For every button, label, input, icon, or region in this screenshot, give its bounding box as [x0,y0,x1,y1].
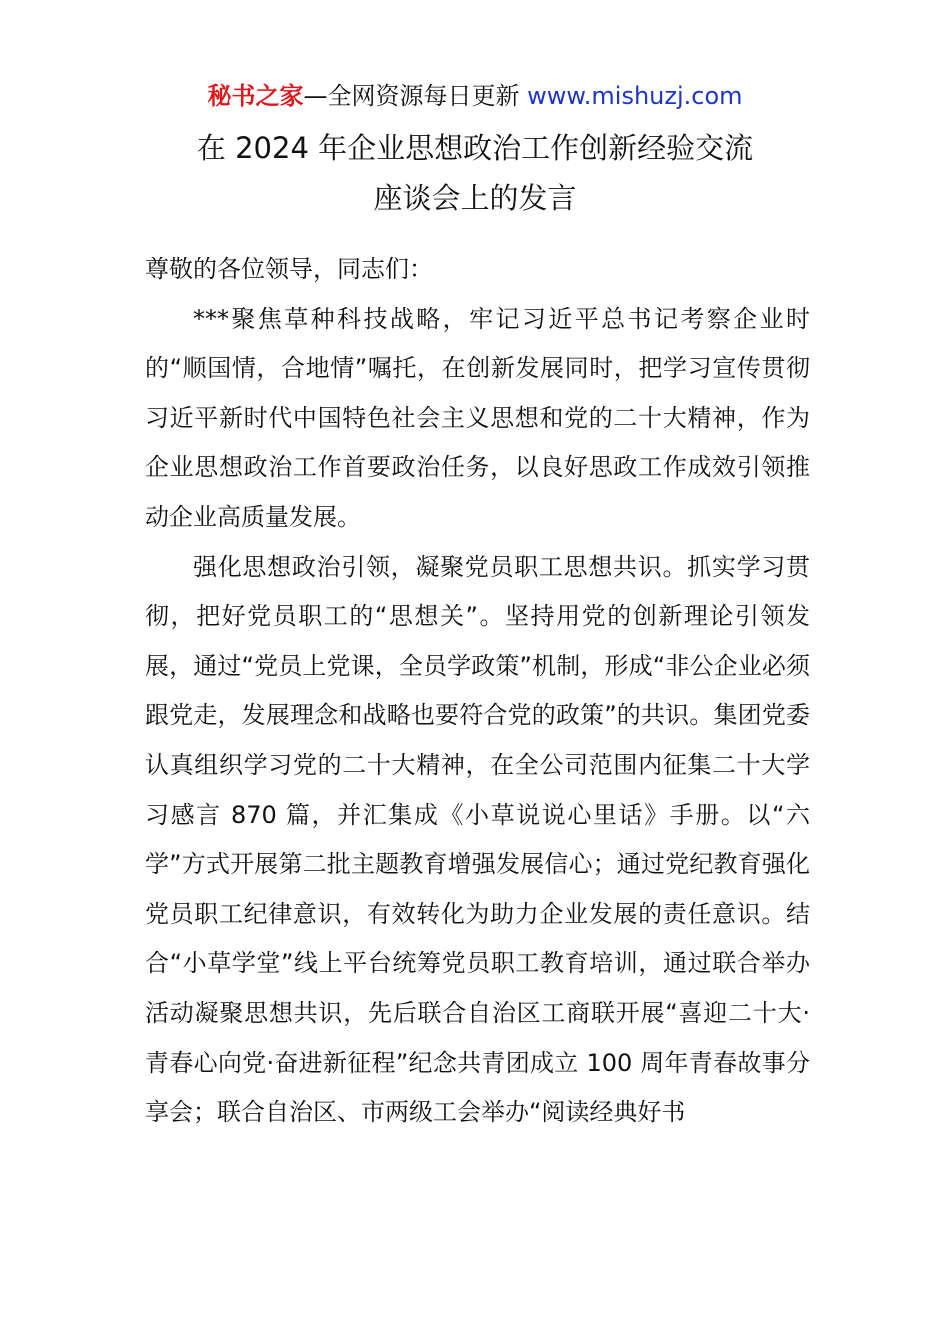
site-url: www.mishuzj.com [527,82,743,110]
site-header [0,80,950,112]
document-body [145,245,810,1138]
paragraph-ideology: 强化思想政治引领，凝聚党员职工思想共识。抓实学习贯彻，把好党员职工的“思想关”。坚持用党的创新理论引领发展，通过“党员上党课，全员学政策”机制，形成“非公企业必须跟党走，发展理念和战略也要符合党的政策”的共识。集团党委认真组织学习党的二十大精神，在全公司范围内征集二十大学习感言 870 篇，并汇集成《小草说说心里话》手册。以“六学”方式开展第二批主题教育增强发展信心；通过党纪教育强化党员职工纪律意识，有效转化为助力企业发展的责任意识。结合“小草学堂”线上平台统筹党员职工教育培训，通过联合举办活动凝聚思想共识，先后联合自治区工商联开展“喜迎二十大·青春心向党·奋进新征程”纪念共青团成立 100 周年青春故事分享会；联合自治区、市两级工会举办“阅读经典好书 [145,552,810,1127]
salutation: 尊敬的各位领导，同志们： [145,255,433,283]
document-title-line-2: 座谈会上的发言 [373,181,577,215]
site-slogan: —全网资源每日更新 [303,82,528,110]
site-name: 秘书之家 [207,82,304,110]
paragraph-intro: ***聚焦草种科技战略，牢记习近平总书记考察企业时的“顺国情，合地情”嘱托，在创新发展同时，把学习宣传贯彻习近平新时代中国特色社会主义思想和党的二十大精神，作为企业思想政治工作首要政治任务，以良好思政工作成效引领推动企业高质量发展。 [145,304,810,531]
document-title-line-1: 在 2024 年企业思想政治工作创新经验交流 [196,131,754,165]
